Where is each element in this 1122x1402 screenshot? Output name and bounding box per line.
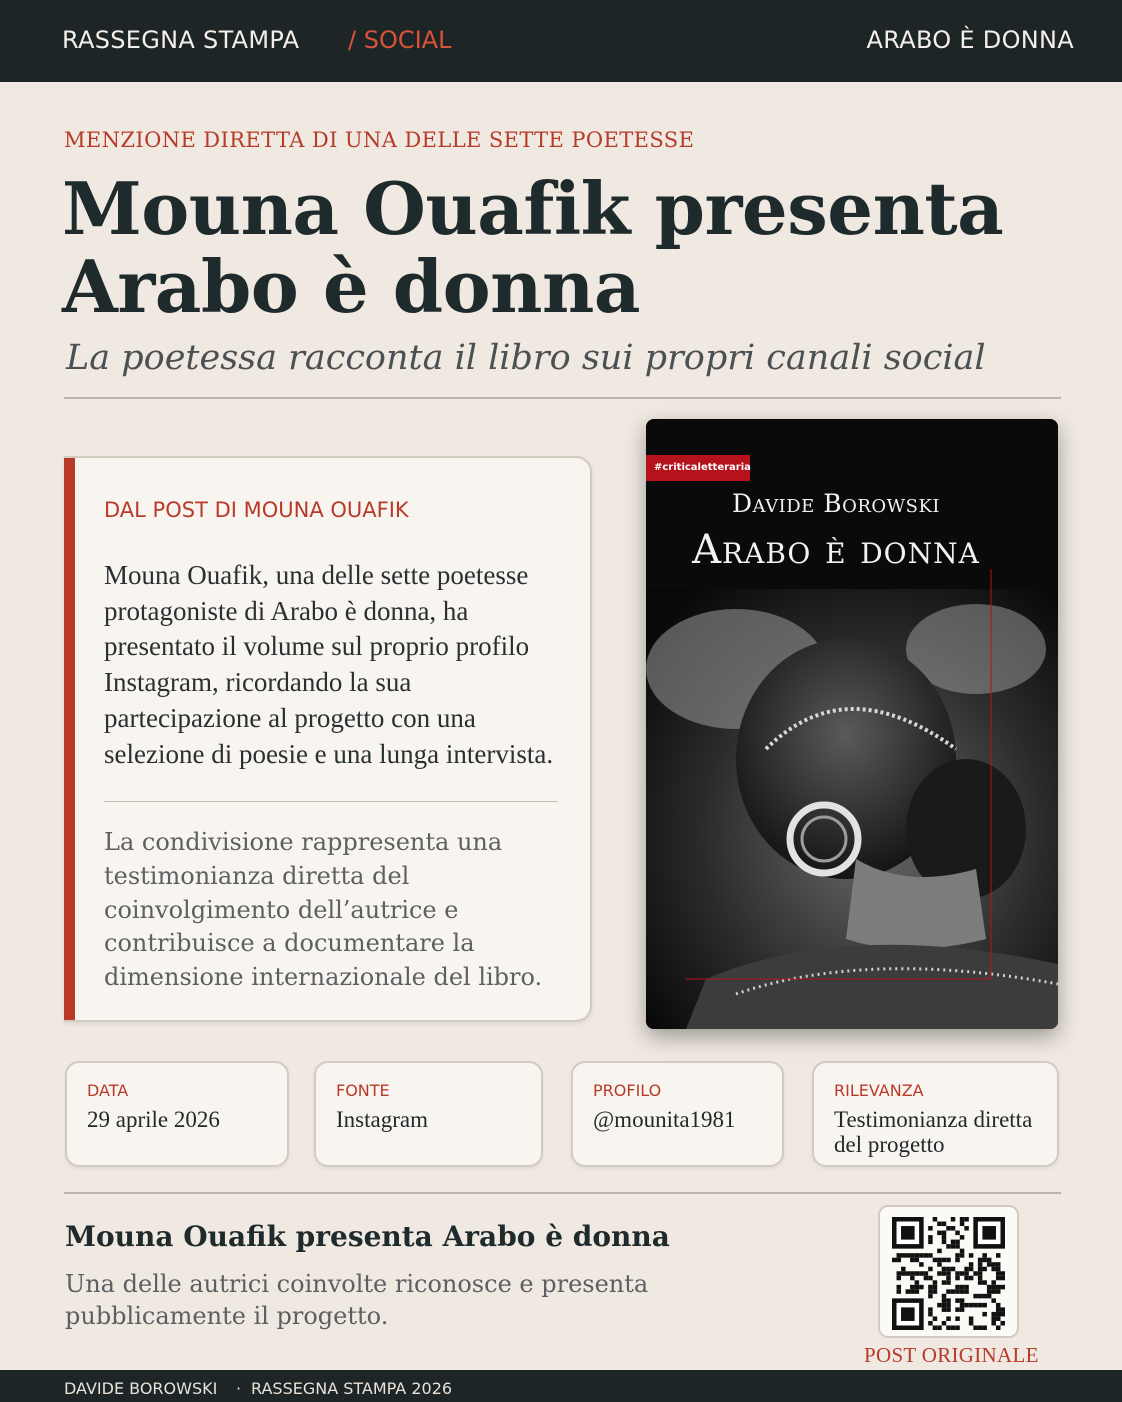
quote-accent-bar	[64, 458, 75, 1020]
subsection-label: / SOCIAL	[348, 26, 452, 54]
bottom-label: RASSEGNA STAMPA 2026	[251, 1379, 453, 1398]
quote-label: DAL POST DI MOUNA OUAFIK	[104, 498, 409, 522]
bottom-separator: ·	[236, 1379, 242, 1398]
meta-card-date	[65, 1061, 289, 1167]
article-kicker: MENZIONE DIRETTA DI UNA DELLE SETTE POETESSE	[64, 128, 695, 152]
meta-value: Instagram	[336, 1107, 428, 1132]
meta-label: RILEVANZA	[834, 1081, 924, 1100]
meta-value: 29 aprile 2026	[87, 1107, 220, 1132]
book-cover-image	[646, 419, 1058, 1029]
footer-description: Una delle autrici coinvolte riconosce e presenta pubblicamente il progetto.	[65, 1270, 649, 1330]
header-divider	[64, 397, 1061, 399]
cover-title: Arabo è donna	[692, 527, 980, 573]
page-subtitle: La poetessa racconta il libro sui propri canali social	[66, 338, 986, 378]
quote-card	[64, 456, 592, 1022]
qr-label[interactable]: POST ORIGINALE	[864, 1343, 1039, 1367]
top-bar	[0, 0, 1122, 82]
quote-body: Mouna Ouafik, una delle sette poetesse protagoniste di Arabo è donna, ha presentato il volume sul proprio profilo Instagram, ricordando la sua partecipazione al progetto con una selezione di poesie e una lunga intervista.	[104, 560, 554, 769]
qr-code-icon	[892, 1217, 1005, 1330]
page-title	[62, 166, 1062, 329]
quote-divider	[104, 801, 558, 802]
qr-code[interactable]	[878, 1205, 1019, 1338]
title-line-2: Arabo è donna	[62, 244, 640, 329]
bottom-author: DAVIDE BOROWSKI	[64, 1379, 218, 1398]
cover-author: Davide Borowski	[731, 489, 941, 518]
meta-card-relevance	[812, 1061, 1059, 1167]
meta-value: @mounita1981	[593, 1107, 736, 1132]
meta-label: PROFILO	[593, 1081, 662, 1100]
quote-note: La condivisione rappresenta una testimonianza diretta del coinvolgimento dell’autrice e contribuisce a documentare la dimensione internazionale del libro.	[104, 828, 543, 992]
section-label: RASSEGNA STAMPA	[62, 26, 300, 54]
meta-label: DATA	[87, 1081, 129, 1100]
footer-title: Mouna Ouafik presenta Arabo è donna	[65, 1220, 670, 1253]
brand-label: ARABO È DONNA	[866, 26, 1074, 54]
footer-divider	[64, 1192, 1061, 1194]
title-line-1: Mouna Ouafik presenta	[62, 166, 1004, 251]
meta-card-profile	[571, 1061, 784, 1167]
meta-value: Testimonianza diretta del progetto	[834, 1107, 1033, 1157]
bottom-bar	[0, 1370, 1122, 1402]
cover-tag: #criticaletteraria	[646, 455, 750, 481]
meta-label: FONTE	[336, 1081, 390, 1100]
meta-card-source	[314, 1061, 543, 1167]
